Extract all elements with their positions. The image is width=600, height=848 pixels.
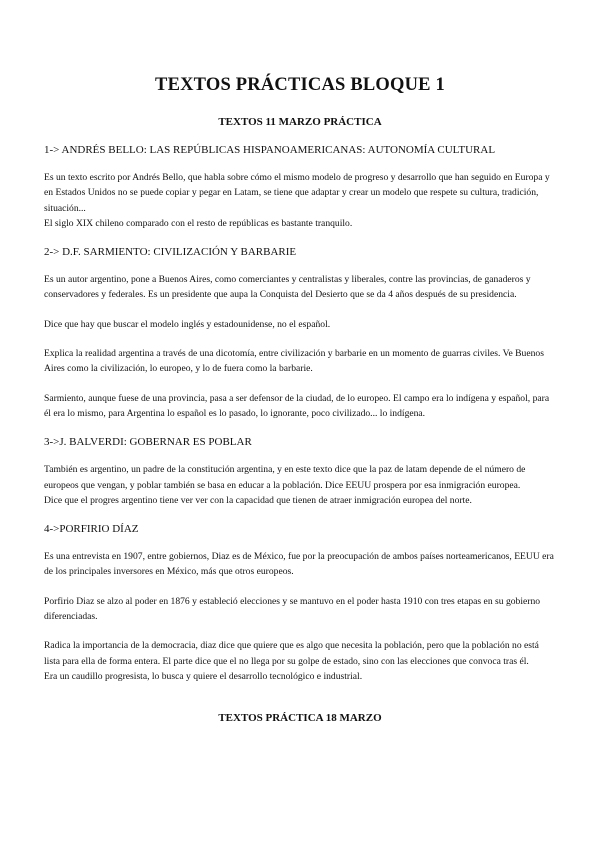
- section-heading-sarmiento: 2-> D.F. SARMIENTO: CIVILIZACIÓN Y BARBARIE: [44, 246, 297, 259]
- paragraph: Es una entrevista en 1907, entre gobiernos, Diaz es de México, fue por la preocupación de ambos países norteamericanos, EEUU era de los principales inversores en México, más que otros europeos.: [44, 551, 554, 578]
- paragraph-text: Es un texto escrito por Andrés Bello, que habla sobre cómo el mismo modelo de progreso y desarrollo que han seguido en Europa y en Estados Unidos no se puede copiar y pegar en Latam, se tiene que adaptar y crear un modelo que respete su cultura, tradición, situación...: [44, 172, 550, 214]
- paragraph: Explica la realidad argentina a través de una dicotomía, entre civilización y barbarie en un momento de guarras civiles. Ve Buenos Aires como la civilización, lo europeo, y lo de fuera como la barbarie.: [44, 348, 544, 375]
- paragraph-text: Radica la importancia de la democracia, diaz dice que quiere que es algo que necesita la población, pero que la población no está lista para ella de forma entera. El parte dice que el no llega por su golpe de estado, sino con las elecciones que convoca tras él.: [44, 640, 539, 667]
- paragraph: [44, 170, 556, 231]
- paragraph-text: Dice que el progres argentino tiene ver ver con la capacidad que tienen de atraer inmigración europea del norte.: [44, 494, 472, 506]
- paragraph-text: También es argentino, un padre de la constitución argentina, y en este texto dice que la paz de latam depende de el número de europeos que vengan, y poblar también se basa en educar a la población. Dice EEUU prospera por esa inmigración europea.: [44, 464, 526, 491]
- section-group-title-1: TEXTOS 11 MARZO PRÁCTICA: [218, 116, 382, 128]
- paragraph: Es un autor argentino, pone a Buenos Aires, como comerciantes y centralistas y liberales, contre las provincias, de ganaderos y conservadores y federales. Es un presidente que aupa la Conquista del Desierto que se da 4 años después de su presidencia.: [44, 274, 531, 301]
- section-heading-balverdi: 3->J. BALVERDI: GOBERNAR ES POBLAR: [44, 436, 252, 449]
- paragraph: [44, 462, 556, 508]
- section-group-title-2: TEXTOS PRÁCTICA 18 MARZO: [218, 712, 382, 725]
- paragraph: Sarmiento, aunque fuese de una provincia, pasa a ser defensor de la ciudad, de lo europeo. El campo era lo indígena y español, para él era lo mismo, para Argentina lo español es lo pasado, lo ignorante, poco civilizado... lo indígena.: [44, 392, 550, 419]
- paragraph-text: El siglo XIX chileno comparado con el resto de repúblicas es bastante tranquilo.: [44, 217, 353, 229]
- paragraph-text: Era un caudillo progresista, lo busca y quiere el desarrollo tecnológico e industrial.: [44, 670, 363, 682]
- section-heading-porfirio-diaz: 4->PORFIRIO DÍAZ: [44, 523, 139, 536]
- paragraph: [44, 638, 556, 684]
- document-title: TEXTOS PRÁCTICAS BLOQUE 1: [155, 75, 445, 95]
- paragraph: Porfirio Diaz se alzo al poder en 1876 y estableció elecciones y se mantuvo en el poder hasta 1910 con tres etapas en su gobierno diferenciadas.: [44, 595, 541, 623]
- paragraph: Dice que hay que buscar el modelo inglés y estadounidense, no el español.: [44, 318, 331, 330]
- section-heading-bello: 1-> ANDRÉS BELLO: LAS REPÚBLICAS HISPANOAMERICANAS: AUTONOMÍA CULTURAL: [44, 144, 496, 156]
